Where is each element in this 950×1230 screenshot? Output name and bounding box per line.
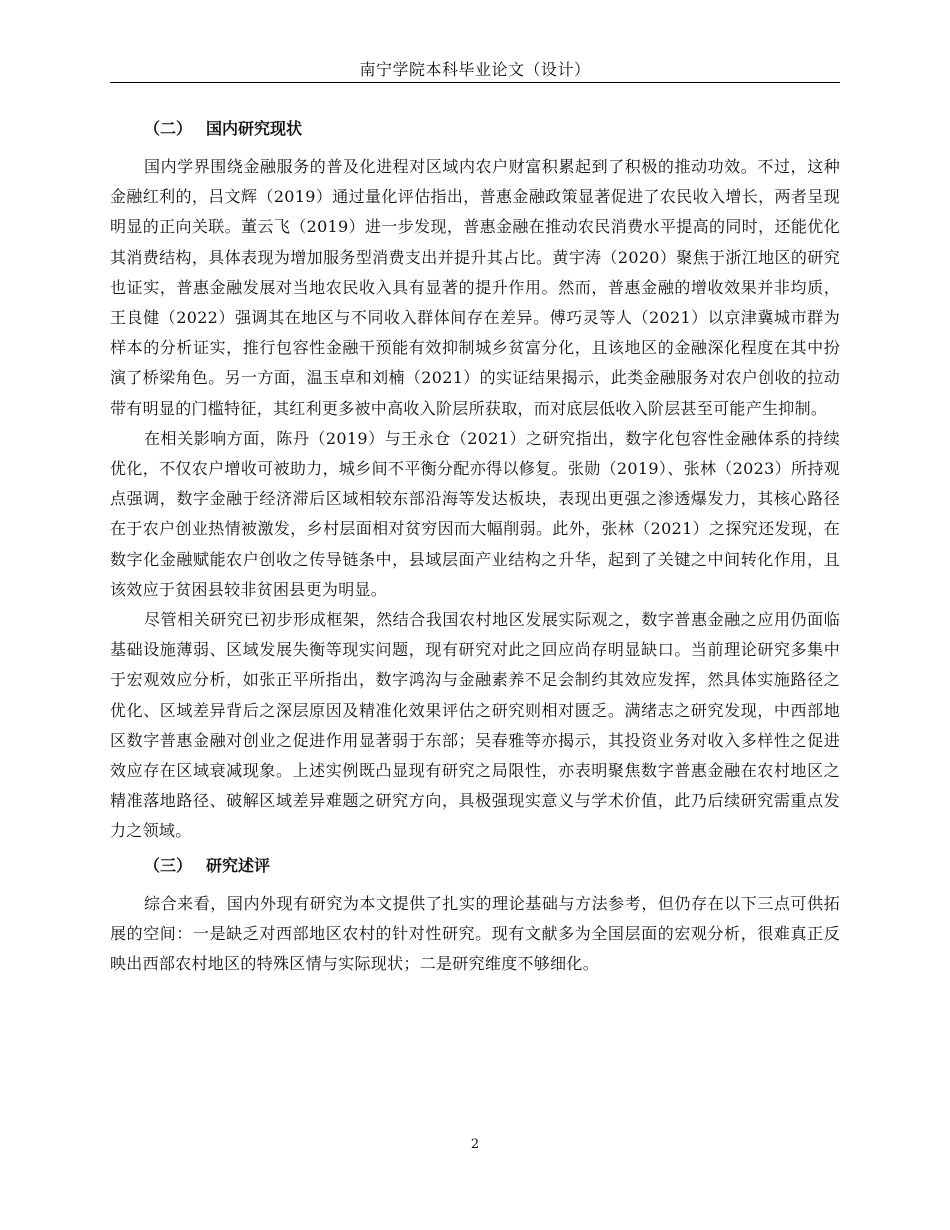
page-number: 2 (470, 1137, 480, 1152)
running-header: 南宁学院本科毕业论文（设计） (359, 60, 591, 79)
paragraph: 综合来看，国内外现有研究为本文提供了扎实的理论基础与方法参考，但仍存在以下三点可供拓展的空间：一是缺乏对西部地区农村的针对性研究。现有文献多为全国层面的宏观分析，很难真正反映出西部农村地区的特殊区情与实际现状；二是研究维度不够细化。 (110, 893, 840, 974)
section-heading-domestic-research (110, 114, 840, 144)
section-heading-review (110, 851, 840, 881)
section-title: 研究述评 (206, 855, 271, 875)
section-title: 国内研究现状 (206, 119, 303, 138)
header-rule (110, 82, 840, 83)
page-body (110, 114, 840, 979)
paragraph: 尽管相关研究已初步形成框架，然结合我国农村地区发展实际观之，数字普惠金融之应用仍面临基础设施薄弱、区域发展失衡等现实问题，现有研究对此之回应尚存明显缺口。当前理论研究多集中于宏观效应分析，如张正平所指出，数字鸿沟与金融素养不足会制约其效应发挥，然具体实施路径之优化、区域差异背后之深层原因及精准化效果评估之研究则相对匮乏。满绪志之研究发现，中西部地区数字普惠金融对创业之促进作用显著弱于东部；吴春雅等亦揭示，其投资业务对收入多样性之促进效应存在区域衰减现象。上述实例既凸显现有研究之局限性，亦表明聚焦数字普惠金融在农村地区之精准落地路径、破解区域差异难题之研究方向，具极强现实意义与学术价值，此乃后续研究需重点发力之领域。 (110, 610, 840, 841)
section-number: （三） (144, 855, 193, 875)
paragraph: 在相关影响方面，陈丹（2019）与王永仓（2021）之研究指出，数字化包容性金融体系的持续优化，不仅农户增收可被助力，城乡间不平衡分配亦得以修复。张勋（2019）、张林（2023）所持观点强调，数字金融于经济滞后区域相较东部沿海等发达板块，表现出更强之渗透爆发力，其核心路径在于农户创业热情被激发，乡村层面相对贫穷因而大幅削弱。此外，张林（2021）之探究还发现，在数字化金融赋能农户创收之传导链条中，县域层面产业结构之升华，起到了关键之中间转化作用，且该效应于贫困县较非贫困县更为明显。 (110, 428, 840, 599)
section-number: （二） (144, 119, 193, 138)
paragraph: 国内学界围绕金融服务的普及化进程对区域内农户财富积累起到了积极的推动功效。不过，这种金融红利的，吕文辉（2019）通过量化评估指出，普惠金融政策显著促进了农民收入增长，两者呈现明显的正向关联。董云飞（2019）进一步发现，普惠金融在推动农民消费水平提高的同时，还能优化其消费结构，具体表现为增加服务型消费支出并提升其占比。黄宇涛（2020）聚焦于浙江地区的研究也证实，普惠金融发展对当地农民收入具有显著的提升作用。然而，普惠金融的增收效果并非均质，王良健（2022）强调其在地区与不同收入群体间存在差异。傅巧灵等人（2021）以京津冀城市群为样本的分析证实，推行包容性金融干预能有效抑制城乡贫富分化，且该地区的金融深化程度在其中扮演了桥梁角色。另一方面，温玉卓和刘楠（2021）的实证结果揭示，此类金融服务对农户创收的拉动带有明显的门槛特征，其红利更多被中高收入阶层所获取，而对底层低收入阶层甚至可能产生抑制。 (110, 157, 840, 418)
